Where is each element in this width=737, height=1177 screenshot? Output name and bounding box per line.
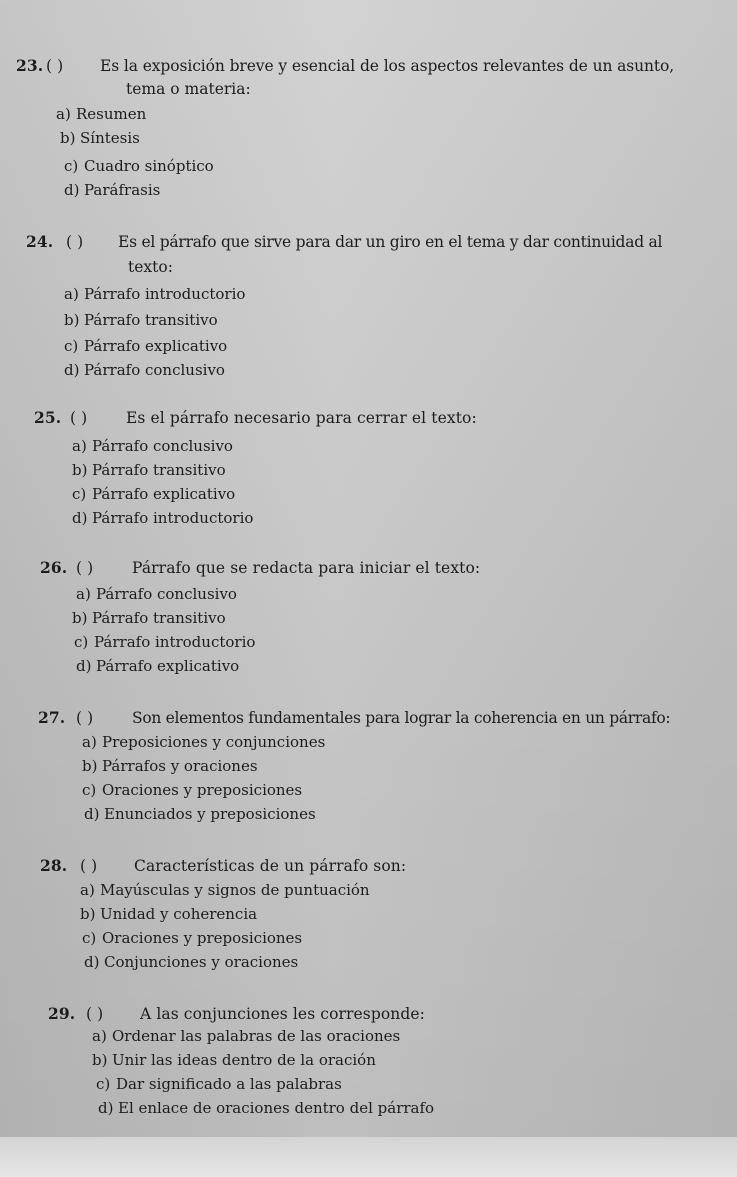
option-letter: d) [76, 657, 92, 675]
question-text: Es el párrafo que sirve para dar un giro en el tema y dar continuidad al [118, 233, 663, 251]
question-number: 23. [16, 56, 44, 75]
option-text: Oraciones y preposiciones [102, 929, 303, 947]
answer-blank[interactable]: ( ) [66, 233, 84, 251]
option-a[interactable] [72, 436, 233, 456]
option-text: Resumen [76, 105, 147, 123]
question-text: Párrafo que se redacta para iniciar el texto: [132, 559, 481, 577]
answer-blank[interactable]: ( ) [46, 57, 64, 75]
option-letter: b) [72, 461, 88, 479]
question-text: A las conjunciones les corresponde: [140, 1005, 425, 1023]
option-b[interactable] [82, 756, 258, 776]
option-c[interactable] [64, 156, 214, 176]
option-a[interactable] [82, 732, 325, 752]
option-text: Párrafo explicativo [96, 657, 240, 675]
option-text: Párrafo transitivo [92, 461, 226, 479]
option-b[interactable] [72, 608, 226, 628]
option-letter: b) [82, 757, 98, 775]
option-letter: a) [92, 1027, 107, 1045]
option-letter: d) [84, 953, 100, 971]
option-letter: d) [64, 181, 80, 199]
option-d[interactable] [84, 952, 298, 972]
option-text: Párrafo introductorio [92, 509, 254, 527]
option-letter: a) [76, 585, 91, 603]
option-letter: c) [74, 633, 89, 651]
option-letter: c) [82, 929, 97, 947]
question-number: 26. [40, 558, 68, 577]
option-c[interactable] [72, 484, 235, 504]
option-letter: d) [84, 805, 100, 823]
option-d[interactable] [72, 508, 253, 528]
option-letter: c) [64, 157, 79, 175]
option-text: Oraciones y preposiciones [102, 781, 303, 799]
option-letter: b) [60, 129, 76, 147]
option-c[interactable] [96, 1074, 342, 1094]
option-text: Párrafo explicativo [92, 485, 236, 503]
answer-blank[interactable]: ( ) [76, 709, 94, 727]
answer-blank[interactable]: ( ) [76, 559, 94, 577]
option-a[interactable] [64, 284, 245, 304]
option-text: Párrafo transitivo [84, 311, 218, 329]
option-letter: a) [72, 437, 87, 455]
option-text: Preposiciones y conjunciones [102, 733, 326, 751]
question-number: 28. [40, 856, 68, 875]
option-text: Cuadro sinóptico [84, 157, 214, 175]
answer-blank[interactable]: ( ) [70, 409, 88, 427]
option-letter: b) [92, 1051, 108, 1069]
question-text: Características de un párrafo son: [134, 857, 407, 875]
option-letter: b) [64, 311, 80, 329]
option-text: Enunciados y preposiciones [104, 805, 316, 823]
option-d[interactable] [98, 1098, 434, 1118]
question-text-continued: texto: [128, 258, 173, 276]
option-d[interactable] [84, 804, 316, 824]
question-number: 25. [34, 408, 62, 427]
option-letter: a) [82, 733, 97, 751]
option-b[interactable] [64, 310, 218, 330]
option-letter: d) [98, 1099, 114, 1117]
option-text: Párrafo conclusivo [84, 361, 225, 379]
question-number: 27. [38, 708, 66, 727]
option-text: Síntesis [80, 129, 140, 147]
question-text-continued: tema o materia: [126, 80, 251, 98]
option-letter: c) [64, 337, 79, 355]
option-text: Párrafos y oraciones [102, 757, 258, 775]
question-text: Es la exposición breve y esencial de los aspectos relevantes de un asunto, [100, 57, 675, 75]
option-d[interactable] [64, 180, 160, 200]
option-letter: a) [64, 285, 79, 303]
option-b[interactable] [92, 1050, 376, 1070]
option-text: Conjunciones y oraciones [104, 953, 299, 971]
answer-blank[interactable]: ( ) [86, 1005, 104, 1023]
question-number: 29. [48, 1004, 76, 1023]
option-text: Párrafo conclusivo [96, 585, 237, 603]
option-text: Dar significado a las palabras [116, 1075, 342, 1093]
question-text: Son elementos fundamentales para lograr la coherencia en un párrafo: [132, 709, 671, 727]
option-b[interactable] [60, 128, 140, 148]
question-text: Es el párrafo necesario para cerrar el texto: [126, 409, 477, 427]
option-text: Párrafo introductorio [84, 285, 246, 303]
option-letter: b) [80, 905, 96, 923]
option-letter: c) [96, 1075, 111, 1093]
page-bottom-edge [0, 1137, 737, 1177]
option-c[interactable] [82, 928, 302, 948]
option-b[interactable] [80, 904, 257, 924]
option-c[interactable] [64, 336, 227, 356]
option-text: Unir las ideas dentro de la oración [112, 1051, 376, 1069]
option-text: Ordenar las palabras de las oraciones [112, 1027, 401, 1045]
option-a[interactable] [56, 104, 146, 124]
answer-blank[interactable]: ( ) [80, 857, 98, 875]
option-text: Párrafo introductorio [94, 633, 256, 651]
option-letter: b) [72, 609, 88, 627]
question-number: 24. [26, 232, 54, 251]
option-d[interactable] [64, 360, 225, 380]
option-text: Párrafo conclusivo [92, 437, 233, 455]
option-letter: d) [72, 509, 88, 527]
option-a[interactable] [80, 880, 370, 900]
option-text: Paráfrasis [84, 181, 161, 199]
option-text: Mayúsculas y signos de puntuación [100, 881, 370, 899]
option-letter: c) [72, 485, 87, 503]
option-text: Unidad y coherencia [100, 905, 258, 923]
option-a[interactable] [92, 1026, 400, 1046]
option-text: El enlace de oraciones dentro del párrafo [118, 1099, 435, 1117]
option-d[interactable] [76, 656, 239, 676]
option-b[interactable] [72, 460, 226, 480]
option-c[interactable] [82, 780, 302, 800]
option-letter: c) [82, 781, 97, 799]
option-c[interactable] [74, 632, 255, 652]
option-a[interactable] [76, 584, 237, 604]
option-letter: a) [80, 881, 95, 899]
option-letter: d) [64, 361, 80, 379]
option-text: Párrafo transitivo [92, 609, 226, 627]
option-text: Párrafo explicativo [84, 337, 228, 355]
option-letter: a) [56, 105, 71, 123]
